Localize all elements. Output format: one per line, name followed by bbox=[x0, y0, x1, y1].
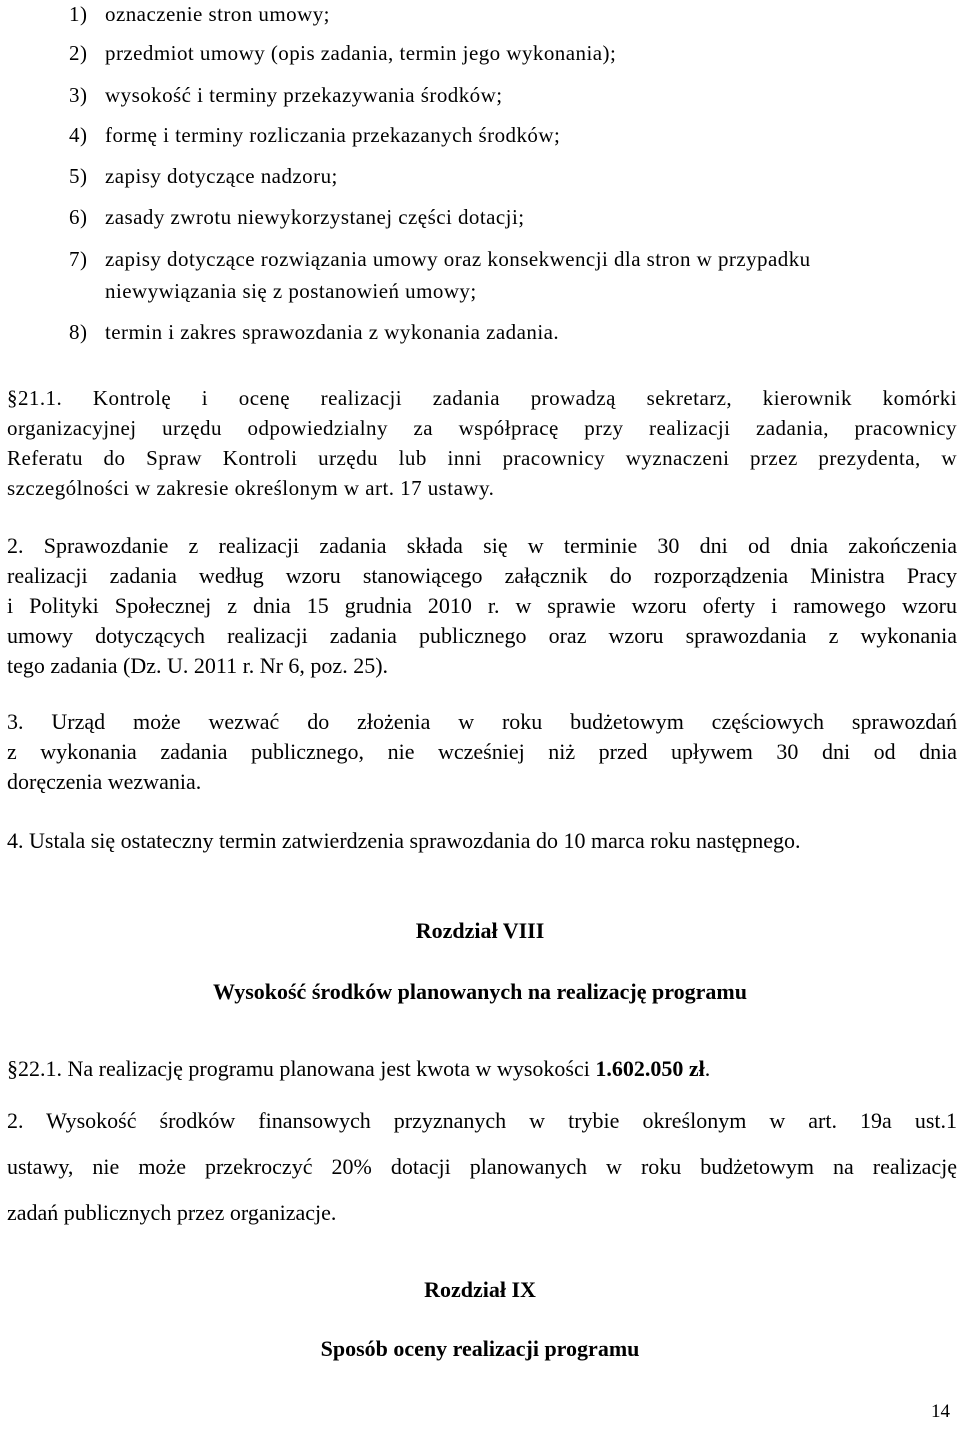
list-item-continuation bbox=[105, 277, 477, 305]
list-item bbox=[69, 318, 559, 346]
list-item-number: 5) bbox=[69, 164, 88, 188]
list-item-text: oznaczenie stron umowy; bbox=[105, 2, 330, 26]
paragraph-21-2 bbox=[7, 531, 957, 681]
text-line: ustawy, nie może przekroczyć 20% dotacji planowanych w roku budżetowym na realizację bbox=[7, 1154, 957, 1179]
list-item-text: wysokość i terminy przekazywania środków; bbox=[105, 83, 503, 107]
text-line: i Polityki Społecznej z dnia 15 grudnia 2010 r. w sprawie wzoru oferty i ramowego wzoru bbox=[7, 593, 957, 618]
list-item-text: zapisy dotyczące rozwiązania umowy oraz konsekwencji dla stron w przypadku bbox=[105, 247, 811, 271]
list-item-number: 2) bbox=[69, 41, 88, 65]
text-line: z wykonania zadania publicznego, nie wcześniej niż przed upływem 30 dni od dnia bbox=[7, 739, 957, 764]
list-item-number: 8) bbox=[69, 320, 88, 344]
list-item-number: 3) bbox=[69, 83, 88, 107]
text-line: tego zadania (Dz. U. 2011 r. Nr 6, poz. 25). bbox=[7, 653, 389, 678]
list-item-number: 4) bbox=[69, 123, 88, 147]
text-line: §21.1. Kontrolę i ocenę realizacji zadania prowadzą sekretarz, kierownik komórki bbox=[7, 386, 957, 410]
chapter-9-title: Rozdział IX bbox=[424, 1277, 536, 1302]
list-item bbox=[69, 81, 503, 109]
text-line: szczególności w zakresie określonym w art. 17 ustawy. bbox=[7, 476, 495, 500]
paragraph-text: §22.1. Na realizację programu planowana jest kwota w wysokości bbox=[7, 1056, 596, 1081]
paragraph-21-3 bbox=[7, 707, 957, 797]
paragraph-22-1 bbox=[7, 1054, 957, 1084]
paragraph-22-2 bbox=[7, 1098, 957, 1236]
text-line: zadań publicznych przez organizacje. bbox=[7, 1200, 337, 1225]
list-item-text: zasady zwrotu niewykorzystanej części dotacji; bbox=[105, 205, 525, 229]
list-item bbox=[69, 162, 338, 190]
list-item-number: 7) bbox=[69, 247, 88, 271]
text-line: 4. Ustala się ostateczny termin zatwierdzenia sprawozdania do 10 marca roku następnego. bbox=[7, 828, 801, 853]
text-line: 3. Urząd może wezwać do złożenia w roku budżetowym częściowych sprawozdań bbox=[7, 709, 957, 734]
page-number: 14 bbox=[931, 1401, 950, 1422]
chapter-8-subtitle: Wysokość środków planowanych na realizację programu bbox=[213, 979, 747, 1004]
text-line: doręczenia wezwania. bbox=[7, 769, 202, 794]
list-item-number: 6) bbox=[69, 205, 88, 229]
list-item-text: termin i zakres sprawozdania z wykonania zadania. bbox=[105, 320, 560, 344]
paragraph-21-4 bbox=[7, 826, 957, 856]
text-line: umowy dotyczących realizacji zadania publicznego oraz wzoru sprawozdania z wykonania bbox=[7, 623, 957, 648]
text-line bbox=[7, 1054, 957, 1084]
list-item bbox=[69, 0, 330, 28]
list-item bbox=[69, 203, 525, 231]
text-line: organizacyjnej urzędu odpowiedzialny za współpracę przy realizacji zadania, pracownicy bbox=[7, 416, 957, 440]
paragraph-21-1 bbox=[7, 383, 957, 503]
text-line: realizacji zadania według wzoru stanowiącego załącznik do rozporządzenia Ministra Pracy bbox=[7, 563, 957, 588]
amount-value: 1.602.050 zł bbox=[595, 1056, 705, 1081]
text-line: 2. Sprawozdanie z realizacji zadania składa się w terminie 30 dni od dnia zakończenia bbox=[7, 533, 957, 558]
text-line: 2. Wysokość środków finansowych przyznanych w trybie określonym w art. 19a ust.1 bbox=[7, 1108, 957, 1133]
list-item bbox=[69, 121, 560, 149]
paragraph-text: . bbox=[704, 1056, 711, 1081]
list-item-number: 1) bbox=[69, 2, 88, 26]
list-item-text: formę i terminy rozliczania przekazanych środków; bbox=[105, 123, 561, 147]
list-item-text: przedmiot umowy (opis zadania, termin jego wykonania); bbox=[105, 41, 617, 65]
chapter-9-subtitle: Sposób oceny realizacji programu bbox=[320, 1336, 640, 1361]
chapter-8-title: Rozdział VIII bbox=[415, 918, 545, 943]
text-line: Referatu do Spraw Kontroli urzędu lub inni pracownicy wyznaczeni przez prezydenta, w bbox=[7, 446, 957, 470]
list-item-text: niewywiązania się z postanowień umowy; bbox=[105, 279, 477, 303]
list-item-text: zapisy dotyczące nadzoru; bbox=[105, 164, 338, 188]
list-item bbox=[69, 39, 616, 67]
list-item bbox=[69, 245, 811, 273]
